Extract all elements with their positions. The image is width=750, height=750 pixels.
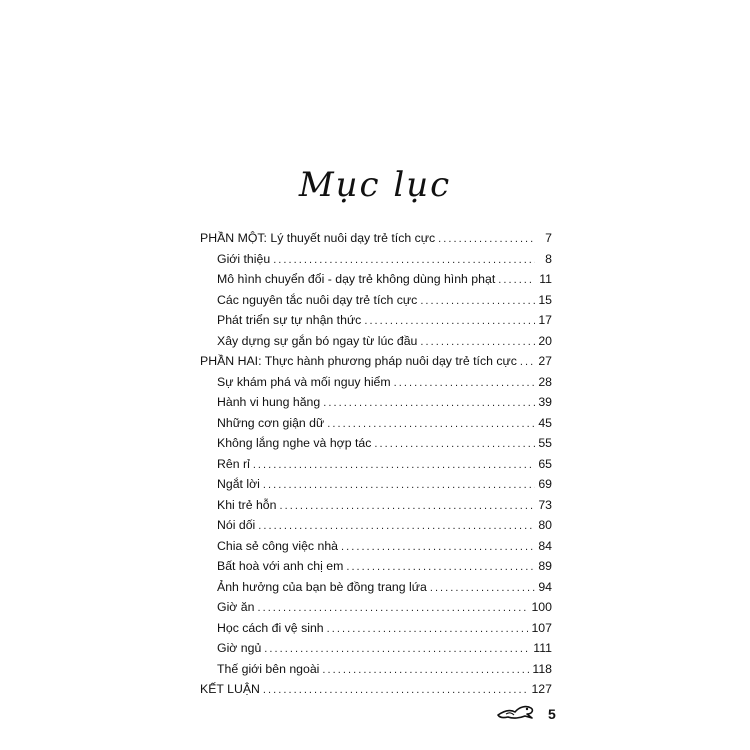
toc-entry-label: Hành vi hung hăng xyxy=(217,395,321,409)
toc-entry-page: 20 xyxy=(538,333,552,348)
toc-entry-label: Giờ ngủ xyxy=(217,641,262,655)
toc-entry xyxy=(200,618,552,639)
toc-entry-page: 84 xyxy=(538,538,552,553)
toc-section-entry xyxy=(200,351,552,372)
toc-entry-label: Giới thiệu xyxy=(217,251,271,266)
toc-entry-page: 27 xyxy=(538,354,552,368)
toc-entry-label: Khi trẻ hỗn xyxy=(217,497,277,512)
toc-entry xyxy=(200,249,552,270)
toc-leader-dots xyxy=(264,639,530,660)
toc-leader-dots xyxy=(341,537,535,558)
toc-entry xyxy=(200,372,552,393)
toc-entry-label: Học cách đi vệ sinh xyxy=(217,620,324,635)
toc-entry-label: Những cơn giận dữ xyxy=(217,415,325,430)
toc-entry-label: Bất hoà với anh chị em xyxy=(217,559,344,573)
toc-leader-dots xyxy=(520,352,535,373)
toc-entry xyxy=(200,290,552,311)
toc-entry-label: Sự khám phá và mối nguy hiểm xyxy=(217,374,391,389)
toc-leader-dots xyxy=(263,680,529,701)
toc-entry-label: Ảnh hưởng của bạn bè đồng trang lứa xyxy=(217,579,427,594)
toc-entry-page: 45 xyxy=(538,415,552,430)
toc-entry-page: 107 xyxy=(531,620,552,635)
toc-entry xyxy=(200,392,552,413)
toc-entry-page: 65 xyxy=(538,456,552,471)
toc-entry xyxy=(200,556,552,577)
toc-leader-dots xyxy=(273,250,535,271)
toc-leader-dots xyxy=(327,619,529,640)
toc-entry xyxy=(200,269,552,290)
toc-entry-label: Thế giới bên ngoài xyxy=(217,661,320,676)
toc-entry-label: Rên rỉ xyxy=(217,456,250,471)
toc-leader-dots xyxy=(279,496,535,517)
toc-leader-dots xyxy=(253,455,535,476)
page-footer xyxy=(496,700,556,727)
toc-entry-page: 73 xyxy=(538,497,552,512)
toc-section-entry xyxy=(200,228,552,249)
toc-entry-label: Giờ ăn xyxy=(217,600,255,614)
toc-entry-page: 55 xyxy=(538,436,552,450)
toc-entry-page: 8 xyxy=(545,251,552,266)
toc-leader-dots xyxy=(438,229,535,250)
toc-entry-page: 94 xyxy=(538,579,552,594)
toc-entry xyxy=(200,515,552,536)
toc-leader-dots xyxy=(374,434,535,455)
toc-entry-page: 111 xyxy=(533,641,552,655)
toc-section-entry xyxy=(200,679,552,700)
toc-entry xyxy=(200,597,552,618)
toc-entry-label: Xây dựng sự gắn bó ngay từ lúc đầu xyxy=(217,333,418,348)
toc-entry-label: Phát triển sự tự nhận thức xyxy=(217,313,362,327)
toc-entry-page: 17 xyxy=(538,313,552,327)
toc-entry xyxy=(200,413,552,434)
toc-entry xyxy=(200,310,552,331)
toc-entry-page: 69 xyxy=(538,477,552,491)
toc-entry-label: Không lắng nghe và hợp tác xyxy=(217,436,372,450)
toc-leader-dots xyxy=(364,311,535,332)
toc-entry-page: 118 xyxy=(532,661,552,676)
toc-leader-dots xyxy=(394,373,535,394)
toc-entry-label: KẾT LUẬN xyxy=(200,682,260,696)
toc-entry-label: PHẦN MỘT: Lý thuyết nuôi dạy trẻ tích cực xyxy=(200,231,436,245)
toc-entry-label: Chia sẻ công việc nhà xyxy=(217,538,338,553)
toc-leader-dots xyxy=(498,270,535,291)
toc-entry xyxy=(200,536,552,557)
toc-entry-label: Nói dối xyxy=(217,518,256,532)
toc-leader-dots xyxy=(430,578,535,599)
toc-entry-label: Mô hình chuyển đổi - dạy trẻ không dùng hình phạt xyxy=(217,272,496,286)
toc-entry-page: 7 xyxy=(545,231,552,245)
toc-leader-dots xyxy=(258,516,535,537)
toc-entry-page: 11 xyxy=(539,272,552,286)
toc-leader-dots xyxy=(323,393,535,414)
toc-entry xyxy=(200,454,552,475)
toc-entry-page: 127 xyxy=(531,682,552,696)
toc-entry xyxy=(200,433,552,454)
bird-sketch-icon xyxy=(496,700,540,727)
toc-leader-dots xyxy=(257,598,528,619)
toc-leader-dots xyxy=(420,291,535,312)
toc-entry-page: 80 xyxy=(538,518,552,532)
toc-entry-page: 15 xyxy=(538,292,552,307)
toc-entry-page: 89 xyxy=(538,559,552,573)
toc-entry-page: 39 xyxy=(538,395,552,409)
toc-entry-label: PHẦN HAI: Thực hành phương pháp nuôi dạy trẻ tích cực xyxy=(200,354,517,368)
toc-leader-dots xyxy=(322,660,529,681)
toc-leader-dots xyxy=(420,332,535,353)
toc-entry xyxy=(200,495,552,516)
toc-leader-dots xyxy=(263,475,535,496)
toc-entry xyxy=(200,474,552,495)
toc-entry xyxy=(200,659,552,680)
toc-entry xyxy=(200,577,552,598)
toc-entry xyxy=(200,638,552,659)
toc-entry-page: 28 xyxy=(538,374,552,389)
toc-entry xyxy=(200,331,552,352)
toc-leader-dots xyxy=(346,557,535,578)
toc-leader-dots xyxy=(327,414,535,435)
toc-entry-label: Ngắt lời xyxy=(217,477,260,491)
toc-entry-label: Các nguyên tắc nuôi dạy trẻ tích cực xyxy=(217,292,418,307)
table-of-contents xyxy=(200,228,552,700)
page-title: Mục lục xyxy=(298,165,452,205)
toc-entry-page: 100 xyxy=(531,600,552,614)
page-number: 5 xyxy=(548,705,556,722)
